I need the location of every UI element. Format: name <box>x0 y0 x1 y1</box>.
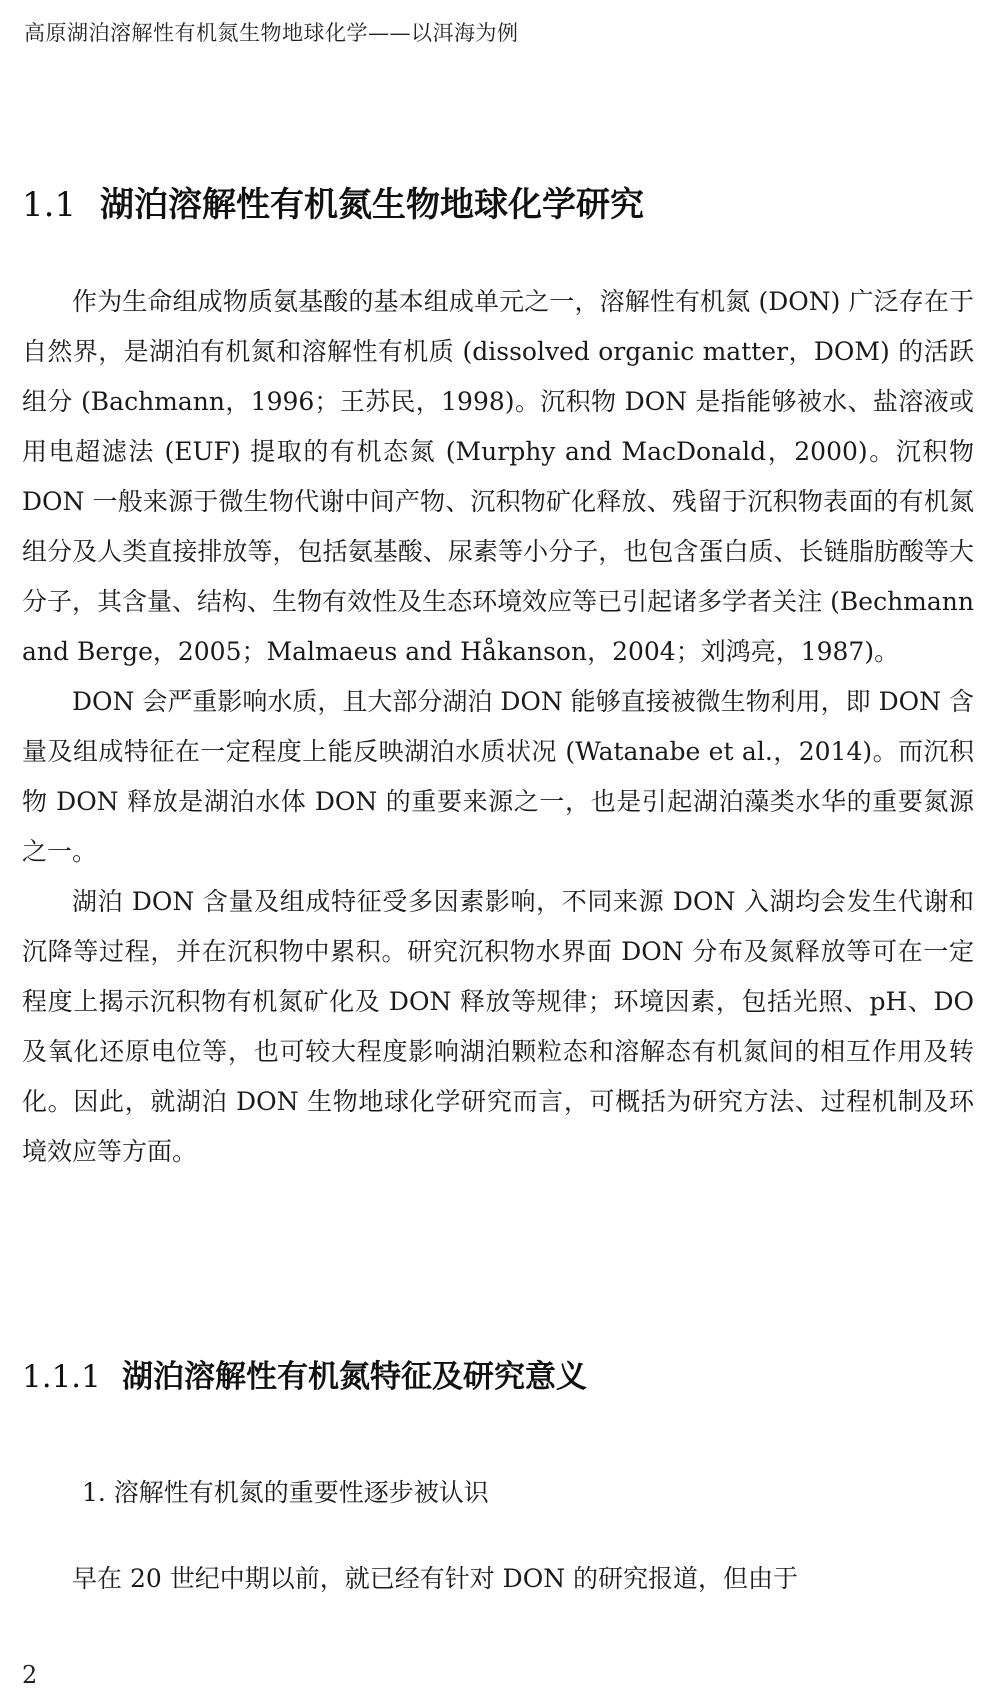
paragraph-4: 早在 20 世纪中期以前，就已经有针对 DON 的研究报道，但由于 <box>72 1564 799 1593</box>
subsection-number: 1.1.1 <box>22 1359 101 1395</box>
continued-body <box>22 1554 974 1604</box>
paragraph-2: DON 会严重影响水质，且大部分湖泊 DON 能够直接被微生物利用，即 DON 含量及组成特征在一定程度上能反映湖泊水质状况 (Watanabe et al.，2014)。而沉积物 DON 释放是湖泊水体 DON 的重要来源之一，也是引起湖泊藻类水华的重要氮源之一。 <box>22 687 974 866</box>
section-heading <box>22 183 644 227</box>
paragraph-3: 湖泊 DON 含量及组成特征受多因素影响，不同来源 DON 入湖均会发生代谢和沉降等过程，并在沉积物中累积。研究沉积物水界面 DON 分布及氮释放等可在一定程度上揭示沉积物有机氮矿化及 DON 释放等规律；环境因素，包括光照、pH、DO 及氧化还原电位等，也可较大程度影响湖泊颗粒态和溶解态有机氮间的相互作用及转化。因此，就湖泊 DON 生物地球化学研究而言，可概括为研究方法、过程机制及环境效应等方面。 <box>22 887 974 1166</box>
numbered-subheading: 1. 溶解性有机氮的重要性逐步被认识 <box>82 1478 489 1507</box>
subsection-title: 湖泊溶解性有机氮特征及研究意义 <box>122 1359 587 1395</box>
page-number: 2 <box>22 1661 38 1689</box>
subsection-heading <box>22 1355 587 1399</box>
section-body <box>22 277 974 1177</box>
paragraph-1: 作为生命组成物质氨基酸的基本组成单元之一，溶解性有机氮 (DON) 广泛存在于自然界，是湖泊有机氮和溶解性有机质 (dissolved organic matter，DOM) 的活跃组分 (Bachmann，1996；王苏民，1998)。沉积物 DON 是指能够被水、盐溶液或用电超滤法 (EUF) 提取的有机态氮 (Murphy and MacDonald，2000)。沉积物 DON 一般来源于微生物代谢中间产物、沉积物矿化释放、残留于沉积物表面的有机氮组分及人类直接排放等，包括氨基酸、尿素等小分子，也包含蛋白质、长链脂肪酸等大分子，其含量、结构、生物有效性及生态环境效应等已引起诸多学者关注 (Bechmann and Berge，2005；Malmaeus and Håkanson，2004；刘鸿亮，1987)。 <box>22 287 974 666</box>
section-title: 湖泊溶解性有机氮生物地球化学研究 <box>100 185 644 225</box>
running-head: 高原湖泊溶解性有机氮生物地球化学——以洱海为例 <box>24 21 519 45</box>
section-number: 1.1 <box>22 185 77 225</box>
